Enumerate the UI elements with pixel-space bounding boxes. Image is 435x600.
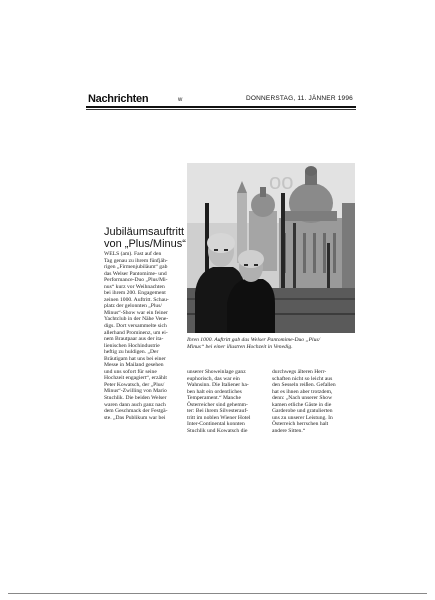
text-line: Temperament.“ Manche bbox=[187, 395, 241, 402]
headline-line: Jubiläumsauftritt bbox=[104, 226, 185, 238]
text-line: Tag genau zu ihrem fünfjäh- bbox=[104, 257, 168, 264]
text-line: heftig zu huldigen. „Der bbox=[104, 349, 159, 356]
text-line: tritt im noblen Wiener Hotel bbox=[187, 414, 251, 421]
text-line: platz der gelonnten „Plus/ bbox=[104, 303, 162, 310]
text-line: nus“ kurz vor Weihnachten bbox=[104, 283, 165, 290]
text-line: Yachtclub in der Nähe Vene- bbox=[104, 316, 169, 323]
text-line: Messe in Mailand gesehen bbox=[104, 362, 164, 369]
text-line: das Welser Pantomime- und bbox=[104, 270, 167, 277]
caption-line: Ihren 1000. Auftritt gab das Welser Pantomime-Duo „Plus/ bbox=[187, 337, 321, 343]
text-line: Stuchlik und Kowatsch die bbox=[187, 427, 248, 434]
headline-line: von „Plus/Minus“ bbox=[104, 238, 186, 250]
text-line: Österreicher sind gehemm- bbox=[187, 401, 248, 408]
text-line: lienischen Hochindustrie bbox=[104, 342, 160, 349]
text-line: Inter-Continental konnten bbox=[187, 421, 245, 428]
text-line: Garderobe und gratulierten bbox=[272, 408, 333, 415]
article-headline bbox=[104, 226, 186, 250]
section-masthead: Nachrichten bbox=[88, 93, 149, 105]
text-line: den Sesseln reißen. Gefallen bbox=[272, 382, 336, 389]
text-line: Minus“-Show war ein feiner bbox=[104, 309, 168, 316]
text-line: Wahnsinn. Die Italiener ha- bbox=[187, 382, 249, 389]
article-column-1 bbox=[104, 251, 186, 421]
article-column-3 bbox=[272, 369, 354, 434]
header-rule bbox=[86, 106, 356, 108]
text-line: ter: Bei ihrem Silvesterauf- bbox=[187, 408, 249, 415]
header-rule-thin bbox=[86, 109, 356, 110]
text-line: unserer Showeinlage ganz bbox=[187, 369, 246, 375]
text-line: kamen etliche Gäste in die bbox=[272, 401, 332, 408]
article-photo bbox=[187, 163, 355, 333]
photo-caption bbox=[187, 337, 357, 350]
text-line: dem Geschmack der Festgä- bbox=[104, 408, 168, 415]
text-line: Peter Kowatsch, der „Plus/ bbox=[104, 381, 165, 388]
text-line: Performance-Duo „Plus/Mi- bbox=[104, 277, 168, 284]
text-line: nem Brautpaar aus der ita- bbox=[104, 336, 164, 343]
text-line: waren dann auch ganz nach bbox=[104, 401, 166, 408]
text-line: Hochzeit engagiert“, erzählt bbox=[104, 375, 167, 382]
text-line: allerhand Prominenz, um ei- bbox=[104, 329, 168, 336]
article-column-2 bbox=[187, 369, 269, 434]
masthead-mark: w bbox=[178, 97, 183, 103]
text-line: hat es ihnen aber trotzdem, bbox=[272, 388, 333, 395]
text-line: zeinen 1000. Auftritt. Schau- bbox=[104, 296, 169, 303]
text-line: schaften nicht so leicht aus bbox=[272, 375, 333, 382]
text-line: Stuchlik. Die beiden Welser bbox=[104, 395, 167, 402]
text-line: euphorisch, das war ein bbox=[187, 375, 240, 382]
svg-text:oo: oo bbox=[269, 169, 294, 194]
text-line: bei ihrem 200. Engagement bbox=[104, 290, 166, 297]
text-line: andere Sitten.“ bbox=[272, 427, 306, 434]
caption-line: Minus“ bei einer illustren Hochzeit in Venedig. bbox=[187, 343, 293, 350]
text-line: Österreich herrschen halt bbox=[272, 421, 329, 428]
text-line: ste. „Das Publikum war bei bbox=[104, 414, 166, 421]
text-line: WELS (am). Fast auf den bbox=[104, 251, 162, 257]
text-line: Bräutigam hat uns bei einer bbox=[104, 355, 166, 362]
scan-edge-line bbox=[8, 593, 427, 594]
text-line: digs. Dort versammelte sich bbox=[104, 323, 167, 330]
text-line: und uns sofort für seine bbox=[104, 368, 157, 375]
text-line: uns zu unserer Leistung. In bbox=[272, 414, 333, 421]
text-line: ben halt ein ordentliches bbox=[187, 388, 242, 395]
text-line: durchwegs älteren Herr- bbox=[272, 369, 327, 375]
issue-date: DONNERSTAG, 11. JÄNNER 1996 bbox=[245, 95, 353, 102]
text-line: rigen „Firmenjubiläum“ gab bbox=[104, 264, 168, 271]
text-line: denn: „Nach unserer Show bbox=[272, 395, 333, 402]
text-line: Minus“-Zwilling von Mario bbox=[104, 388, 167, 395]
